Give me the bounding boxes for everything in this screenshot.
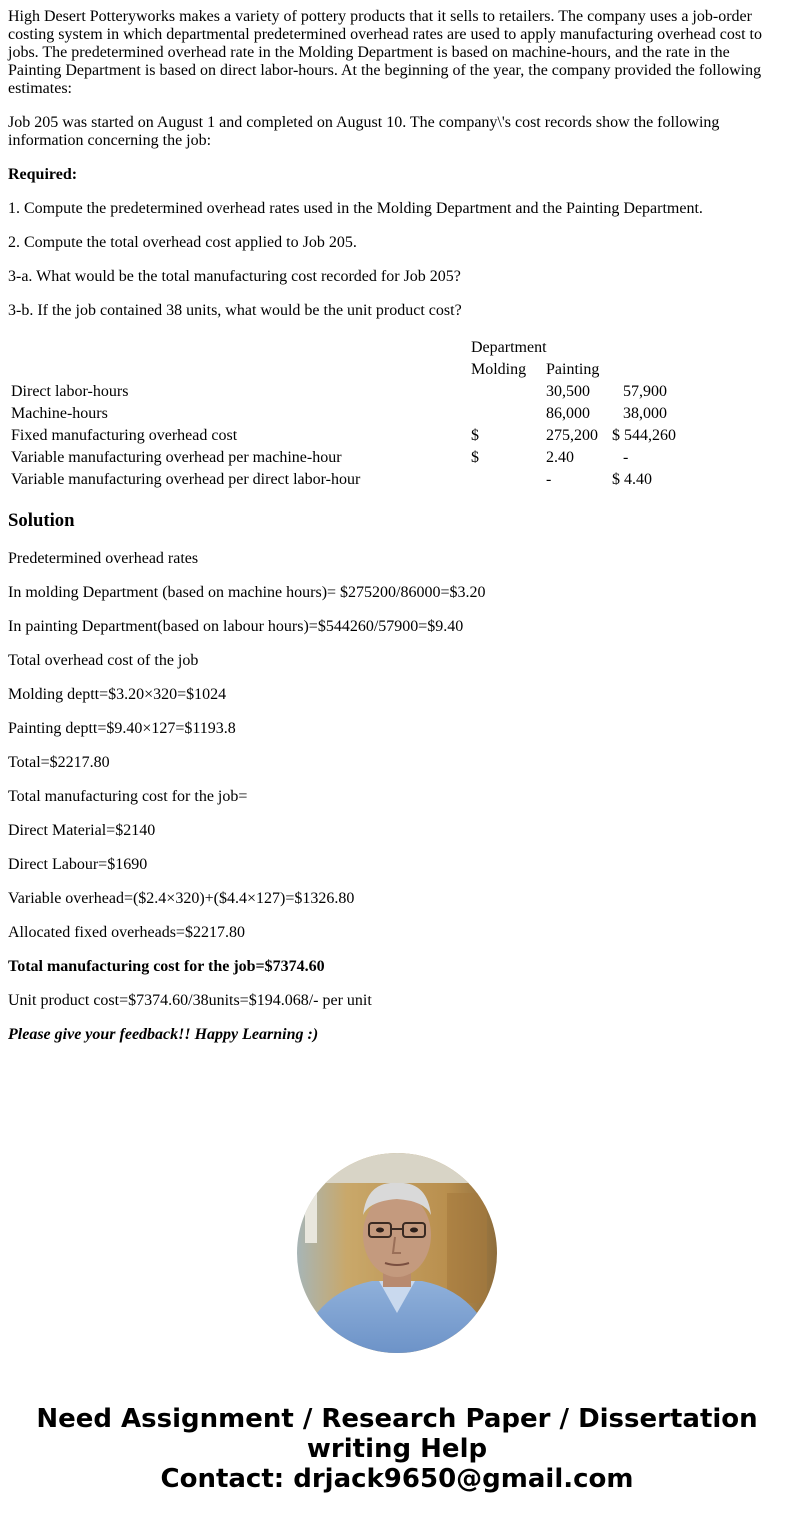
banner-line-2: writing Help [306, 1434, 488, 1464]
row-col2: 86,000 [546, 405, 590, 422]
solution-line: In molding Department (based on machine hours)= $275200/86000=$3.20 [8, 584, 486, 601]
table-header-row [10, 360, 677, 380]
solution-line: In painting Department(based on labour hours)=$544260/57900=$9.40 [8, 618, 464, 635]
row-col3: 38,000 [623, 405, 667, 422]
row-col3: $ 4.40 [612, 471, 652, 488]
row-col2: 275,200 [546, 427, 598, 444]
row-label: Variable manufacturing overhead per machine-hour [11, 449, 342, 466]
question-2: 2. Compute the total overhead cost applied to Job 205. [8, 234, 357, 251]
row-label: Direct labor-hours [11, 383, 129, 400]
intro-paragraph: High Desert Potteryworks makes a variety of pottery products that it sells to retailers. The company uses a job-order costing system in which departmental predetermined overhead rates are used to apply manufacturing overhead cost to jobs. The predetermined overhead rate in the Molding Department is based on machine-hours, and the rate in the Painting Department is based on direct labor-hours. At the beginning of the year, the company provided the following estimates: [8, 8, 762, 97]
solution-line: Allocated fixed overheads=$2217.80 [8, 924, 245, 941]
row-col3: - [623, 449, 629, 466]
job-paragraph: Job 205 was started on August 1 and completed on August 10. The company\'s cost records show the following information concerning the job: [8, 114, 720, 149]
solution-line: Direct Labour=$1690 [8, 856, 148, 873]
header-molding: Molding [471, 361, 527, 378]
table-header-row [10, 338, 677, 358]
question-1: 1. Compute the predetermined overhead rates used in the Molding Department and the Painting Department. [8, 200, 703, 217]
table-row [10, 448, 677, 468]
table-row [10, 470, 677, 490]
row-col1 [470, 470, 543, 490]
row-col1: $ [471, 449, 479, 466]
header-department: Department [471, 339, 547, 356]
row-col2: - [546, 471, 552, 488]
row-col3: 57,900 [623, 383, 667, 400]
solution-line: Total overhead cost of the job [8, 652, 199, 669]
table-row [10, 382, 677, 402]
row-label: Fixed manufacturing overhead cost [11, 427, 238, 444]
question-3a: 3-a. What would be the total manufacturing cost recorded for Job 205? [8, 268, 461, 285]
avatar-photo [297, 1153, 497, 1353]
unit-cost-line: Unit product cost=$7374.60/38units=$194.068/- per unit [8, 992, 372, 1009]
header-painting: Painting [546, 361, 600, 378]
feedback-line: Please give your feedback!! Happy Learning :) [8, 1026, 319, 1043]
row-col3: $ 544,260 [612, 427, 676, 444]
question-3b: 3-b. If the job contained 38 units, what would be the unit product cost? [8, 302, 462, 319]
row-col1 [470, 382, 543, 402]
row-col1: $ [471, 427, 479, 444]
solution-line: Total=$2217.80 [8, 754, 110, 771]
row-label: Machine-hours [11, 405, 108, 422]
solution-line: Predetermined overhead rates [8, 550, 199, 567]
contact-banner [0, 1404, 794, 1494]
estimates-table [8, 336, 679, 492]
table-row [10, 404, 677, 424]
avatar [297, 1153, 497, 1353]
row-label: Variable manufacturing overhead per direct labor-hour [11, 471, 361, 488]
table-row [10, 426, 677, 446]
solution-heading: Solution [8, 510, 75, 531]
row-col2: 30,500 [546, 383, 590, 400]
banner-line-1: Need Assignment / Research Paper / Dissertation [36, 1404, 758, 1434]
solution-line: Painting deptt=$9.40×127=$1193.8 [8, 720, 236, 737]
total-cost-line: Total manufacturing cost for the job=$7374.60 [8, 958, 325, 975]
solution-line: Variable overhead=($2.4×320)+($4.4×127)=$1326.80 [8, 890, 355, 907]
solution-line: Direct Material=$2140 [8, 822, 156, 839]
solution-line: Total manufacturing cost for the job= [8, 788, 248, 805]
row-col2: 2.40 [546, 449, 574, 466]
required-heading: Required: [8, 166, 78, 183]
solution-line: Molding deptt=$3.20×320=$1024 [8, 686, 227, 703]
row-col1 [470, 404, 543, 424]
banner-line-3: Contact: drjack9650@gmail.com [160, 1464, 634, 1494]
